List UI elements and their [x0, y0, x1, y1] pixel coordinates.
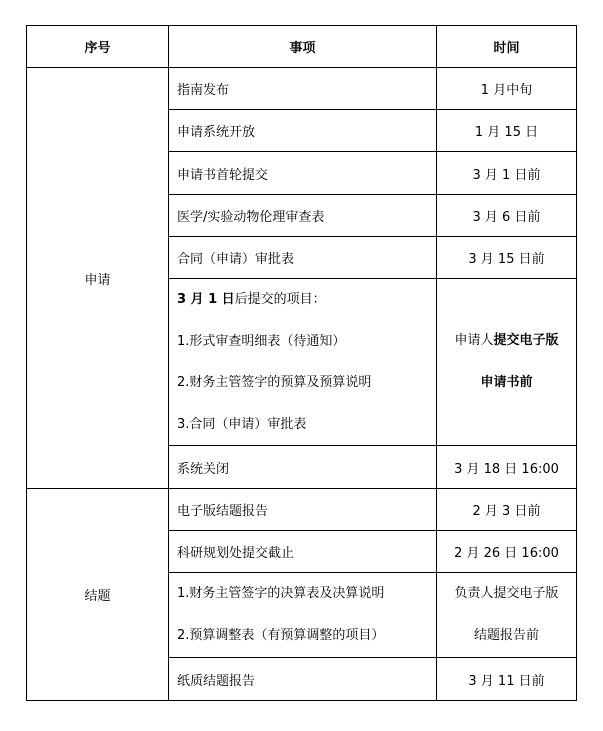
list-item: 1.形式审查明细表（待通知）: [177, 333, 346, 349]
row-time: 3 月 1 日前: [437, 152, 577, 195]
post-submit-heading-text: 后提交的项目：: [234, 292, 326, 307]
row-item: 纸质结题报告: [169, 658, 437, 701]
row-item: 系统关闭: [169, 446, 437, 489]
schedule-table: [26, 25, 577, 701]
list-item: 2.预算调整表（有预算调整的项目）: [177, 628, 385, 643]
post-submit-heading-date: 3 月 1 日: [177, 292, 235, 307]
header-seq: 序号: [27, 26, 169, 68]
post-submit-heading: [177, 279, 436, 321]
row-time: 3 月 18 日 16:00: [437, 446, 577, 489]
post-submit-items: [169, 279, 437, 446]
post-submit-time: [437, 279, 577, 446]
header-time: 时间: [437, 26, 577, 68]
row-item: 指南发布: [169, 68, 437, 110]
finance-time-line2: 结题报告前: [473, 628, 539, 643]
row-item: 申请系统开放: [169, 110, 437, 152]
row-item: 申请书首轮提交: [169, 152, 437, 195]
section-label-apply: 申请: [27, 68, 169, 489]
row-item: 合同（申请）审批表: [169, 237, 437, 279]
finance-items: [169, 573, 437, 658]
table-row: [27, 68, 577, 110]
row-item: 科研规划处提交截止: [169, 531, 437, 573]
row-time: 2 月 3 日前: [437, 489, 577, 531]
post-submit-time-prefix: 申请人: [454, 333, 494, 348]
section-label-conclude: 结题: [27, 489, 169, 701]
list-item: 2.财务主管签字的预算及预算说明: [177, 375, 372, 390]
row-time: 3 月 15 日前: [437, 237, 577, 279]
header-item: 事项: [169, 26, 437, 68]
post-submit-time-line1: [437, 320, 576, 362]
row-time: 3 月 11 日前: [437, 658, 577, 701]
table-row: [27, 489, 577, 531]
post-submit-time-bold: 提交电子版: [493, 333, 559, 348]
row-time: 1 月中旬: [437, 68, 577, 110]
finance-time: [437, 573, 577, 658]
header-row: [27, 26, 577, 68]
list-item: 1.财务主管签字的决算表及决算说明: [177, 586, 385, 601]
post-submit-time-line2: 申请书前: [480, 375, 533, 390]
row-item: 电子版结题报告: [169, 489, 437, 531]
row-time: 3 月 6 日前: [437, 195, 577, 237]
row-time: 2 月 26 日 16:00: [437, 531, 577, 573]
list-item: 3.合同（申请）审批表: [177, 416, 307, 432]
row-time: 1 月 15 日: [437, 110, 577, 152]
row-item: 医学/实验动物伦理审查表: [169, 195, 437, 237]
finance-time-line1: 负责人提交电子版: [454, 586, 559, 601]
